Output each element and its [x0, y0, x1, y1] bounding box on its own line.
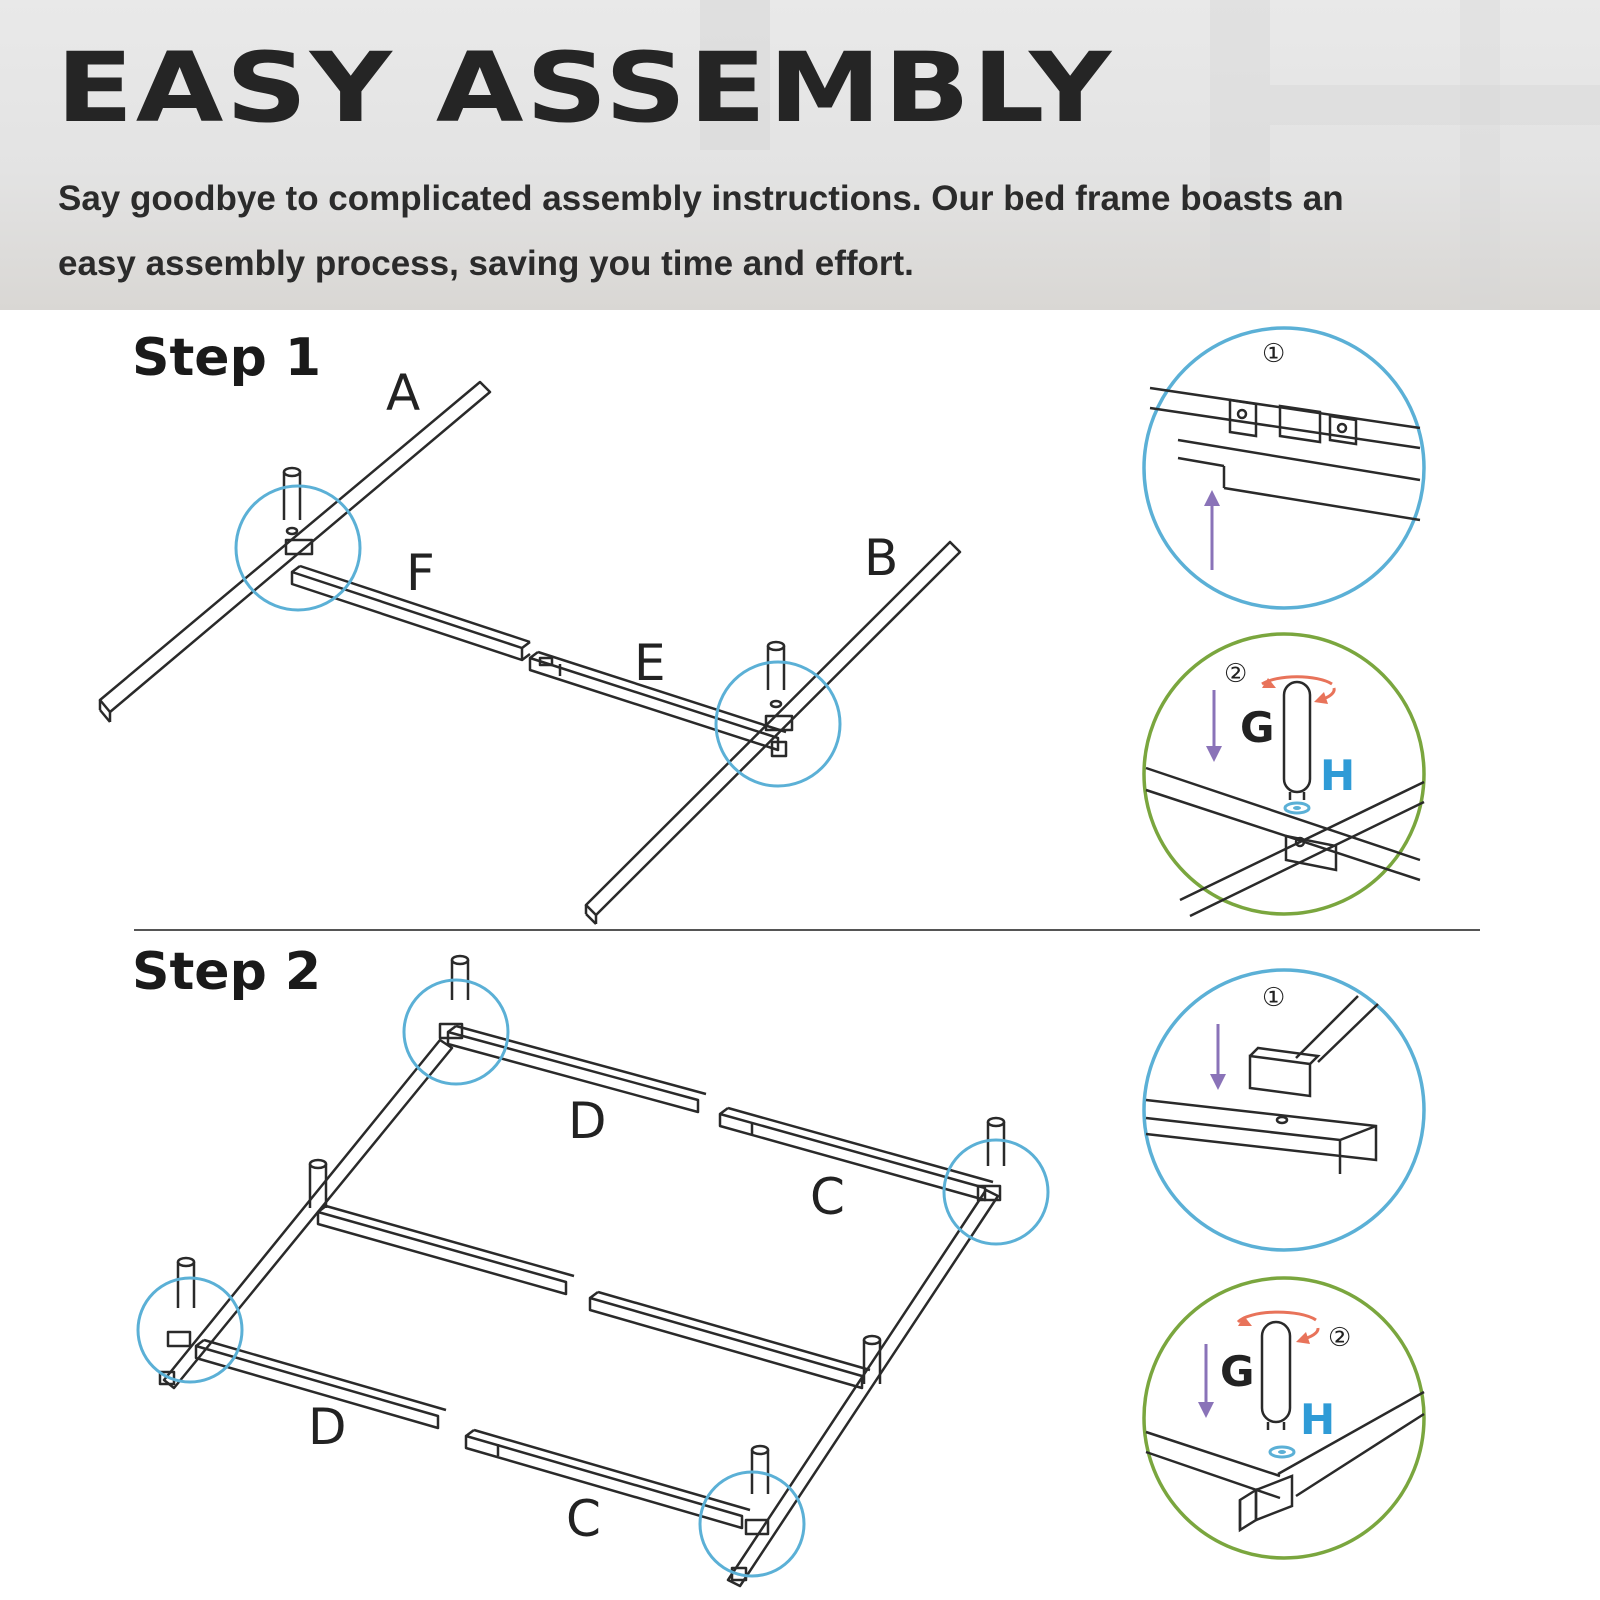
rail-center-left: [318, 1206, 574, 1294]
leg: [178, 1258, 194, 1308]
leg: [752, 1446, 768, 1494]
foot-label-h: H: [1300, 1395, 1336, 1444]
rail-center-right: [590, 1292, 870, 1388]
part-label-a: A: [386, 364, 421, 422]
detail-step1-bracket: [1144, 328, 1424, 608]
highlight-circle: [138, 1278, 242, 1382]
rail-side: [164, 1040, 452, 1388]
highlight-circle: [236, 486, 360, 610]
part-label-c-top: C: [810, 1168, 845, 1226]
part-label-d-bottom: D: [308, 1398, 347, 1456]
leg: [988, 1118, 1004, 1166]
highlight-circle: [404, 980, 508, 1084]
bracket: [746, 1520, 768, 1534]
foot-label-h: H: [1320, 751, 1356, 800]
detail-number: ①: [1262, 983, 1286, 1013]
rail-c-top: [720, 1108, 993, 1200]
rail-c-bottom: [466, 1430, 750, 1528]
step1-label: Step 1: [132, 328, 322, 388]
rail-b: [586, 542, 960, 924]
detail-step1-leg: [1144, 634, 1424, 916]
part-label-d-top: D: [568, 1092, 607, 1150]
detail-number: ②: [1224, 659, 1248, 689]
detail-step2-leg: [1144, 1278, 1424, 1558]
detail-number: ①: [1262, 339, 1286, 369]
detail-number: ②: [1328, 1323, 1352, 1353]
part-label-c-bottom: C: [566, 1490, 601, 1548]
leg-label-g: G: [1220, 1347, 1255, 1396]
bracket: [168, 1332, 190, 1346]
leg-label-g: G: [1240, 703, 1275, 752]
page-subtitle: Say goodbye to complicated assembly instructions. Our bed frame boasts an easy assembly process, saving you time and effort.: [58, 179, 1344, 283]
leg: [768, 642, 784, 707]
part-label-f: F: [406, 544, 435, 602]
part-label-e: E: [634, 634, 666, 692]
page-title: EASY ASSEMBLY: [56, 32, 1114, 144]
leg: [284, 468, 300, 534]
part-label-b: B: [864, 529, 899, 587]
leg: [452, 956, 468, 1000]
step2-label: Step 2: [132, 942, 322, 1002]
detail-step2-bracket: [1144, 970, 1424, 1250]
